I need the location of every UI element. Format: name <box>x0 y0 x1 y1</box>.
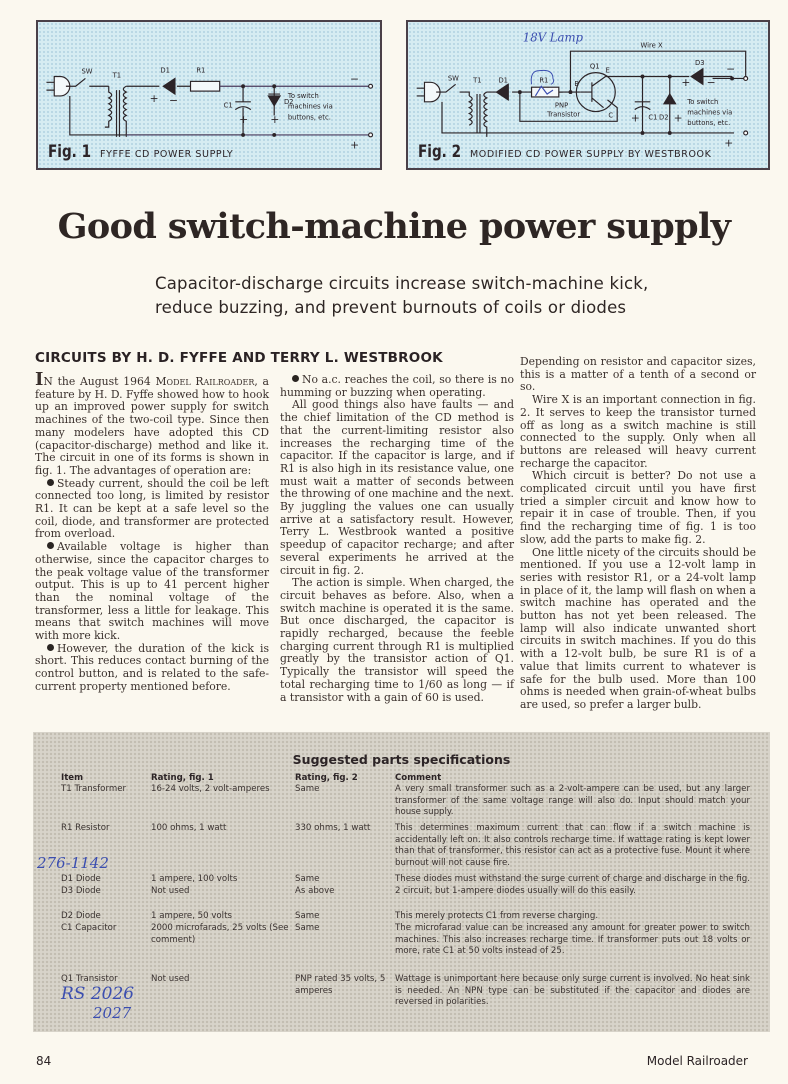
cell-fig2: Same <box>295 911 320 921</box>
label-base: B <box>574 80 580 89</box>
figure-caption <box>418 142 711 162</box>
figure-1-fyffe-cd-power-supply <box>36 20 382 170</box>
label-collector: C <box>608 111 614 120</box>
cell-comment: A very small transformer such as a 2-volt-ampere can be used, but any larger transformer of the same voltage range will also do. Input should match your house supply. <box>395 784 750 818</box>
paragraph: Depending on resistor and capacitor sizes, this is a matter of a tenth of a second or so. <box>520 355 756 394</box>
cell-item: C1 Capacitor <box>61 923 117 933</box>
paragraph: All good things also have faults — and the chief limitation of the CD method is that the current-limiting resistor also increases the recharging time of the capacitor. If the capacitor is large, and if R1 is also high in its resistance value, one must wait a matter of seconds between the throwing of one machine and the next. By juggling the values one can usually arrive at a satisfactory result. However, Terry L. Westbrook wanted a positive speedup of capacitor recharge; and after several experiments he arrived at the circuit in fig. 2. <box>280 398 514 577</box>
cell-item: T1 Transformer <box>61 784 127 794</box>
label-t1: T1 <box>473 76 482 85</box>
deck-subtitle: Capacitor-discharge circuits increase switch-machine kick, reduce buzzing, and prevent burnouts of coils or diodes <box>155 274 649 317</box>
cell-fig1: Not used <box>151 974 190 984</box>
cell-fig1: 1 ampere, 100 volts Not used <box>151 874 238 896</box>
cell-fig2: Same As above <box>295 874 335 896</box>
bullet-paragraph <box>35 541 269 643</box>
label-c1: C1 <box>223 101 233 110</box>
text: No a.c. reaches the coil, so there is no humming or buzzing when operating. <box>280 373 514 399</box>
handwritten-note: 276-1142 <box>37 854 109 872</box>
label-d1: D1 <box>498 76 509 85</box>
cell-fig1: 16-24 volts, 2 volt-amperes <box>151 784 270 794</box>
bullet-icon <box>47 479 54 486</box>
cell-comment: This merely protects C1 from reverse charging. <box>395 911 599 921</box>
parts-specifications-table <box>33 732 770 1032</box>
cell-fig2: Same <box>295 784 320 794</box>
bullet-paragraph <box>35 643 269 694</box>
figure-title: FYFFE CD POWER SUPPLY <box>100 149 234 160</box>
headline: Good switch-machine power supply <box>57 206 731 247</box>
header-comment: Comment <box>395 773 442 783</box>
drop-cap: I <box>35 369 44 390</box>
header-rating-fig2: Rating, fig. 2 <box>295 773 358 783</box>
bullet-paragraph <box>280 374 514 399</box>
label-d3: D3 <box>695 58 705 67</box>
label-q1: Q1 <box>589 62 600 71</box>
label-r1: R1 <box>196 66 206 75</box>
svg-text:+: + <box>681 76 691 90</box>
svg-text:−: − <box>350 72 360 86</box>
figure-number: Fig. 2 <box>418 142 462 162</box>
page-number: 84 <box>36 1054 52 1068</box>
label-sw: SW <box>81 67 93 76</box>
svg-text:+: + <box>673 111 683 125</box>
byline: CIRCUITS BY H. D. FYFFE AND TERRY L. WESTBROOK <box>35 350 443 366</box>
text: However, the duration of the kick is short. This reduces contact burning of the control button, and is related to the safe-current property mentioned before. <box>35 641 269 693</box>
header-item: Item <box>61 773 84 783</box>
svg-text:−: − <box>706 76 716 90</box>
article-column-1 <box>35 369 269 694</box>
svg-text:+: + <box>350 138 360 152</box>
bullet-icon <box>47 644 54 651</box>
article-column-3 <box>520 356 756 712</box>
text: N the August 1964 <box>43 375 156 388</box>
cell-fig2: Same <box>295 923 320 933</box>
cell-comment: Wattage is unimportant here because only surge current is involved. No heat sink is needed. An NPN type can be substituted if the capacitor and diodes are reversed in polarities. <box>395 974 750 1008</box>
label-t1: T1 <box>112 71 122 80</box>
paragraph <box>35 369 269 478</box>
cell-item: D2 Diode <box>61 911 101 921</box>
figure-caption <box>48 142 233 162</box>
label-c1: C1 <box>648 113 658 122</box>
label-emitter: E <box>605 66 610 75</box>
label-transistor: Transistor <box>547 110 581 119</box>
svg-text:−: − <box>726 62 736 76</box>
svg-text:+: + <box>239 113 249 127</box>
output-label-2: machines via <box>687 108 733 117</box>
magazine-name: Model Railroader <box>646 1054 748 1068</box>
text: Steady current, should the coil be left connected too long, is limited by resistor R1. It can be kept at a safe level so the coil, diode, and transformer are protected from overload. <box>35 476 269 541</box>
label-d1: D1 <box>160 66 170 75</box>
cell-fig1: 2000 microfarads, 25 volts (See comment) <box>151 923 289 945</box>
cell-fig2: PNP rated 35 volts, 5 amperes <box>295 974 386 996</box>
bullet-icon <box>47 542 54 549</box>
cell-comment: This determines maximum current that can flow if a switch machine is accidentally left on. It also controls recharge time. If wattage rating is kept lower than that of transformer, this resistor can act as a protective fuse. Mount it where burnout will not cause fire. <box>395 823 750 868</box>
figure-2-modified-cd-power-supply <box>406 20 770 170</box>
label-sw: SW <box>447 74 459 83</box>
svg-text:+: + <box>149 91 159 105</box>
cell-item: Q1 Transistor <box>61 974 118 984</box>
text: , a feature by H. D. Fyffe showed how to hook up an improved power supply for switch machines of the two-coil type. Since then many modelers have adopted this CD (capacitor-discharge) method and like it. The circuit in one of its forms is shown in fig. 1. The advantages of operation are: <box>35 375 269 477</box>
handwritten-18v-lamp: 18V Lamp <box>522 30 584 45</box>
output-label-3: buttons, etc. <box>287 113 331 122</box>
cell-item: R1 Resistor <box>61 823 110 833</box>
paragraph: Wire X is an important connection in fig. 2. It serves to keep the transistor turned off as long as a switch machine is still connected to the supply. Only when all buttons are released will heavy current recharge the capacitor. <box>520 393 756 470</box>
handwritten-note: 2027 <box>93 1004 132 1022</box>
output-label-2: machines via <box>287 102 333 111</box>
table-title: Suggested parts specifications <box>292 752 511 767</box>
label-d2: D2 <box>659 113 669 122</box>
cell-comment: The microfarad value can be increased any amount for greater power to switch machines. This also increases recharge time. If transformer puts out 18 volts or more, rate C1 at 50 volts instead of 25. <box>395 923 750 957</box>
article-column-2 <box>280 374 514 704</box>
text: Available voltage is higher than otherwise, since the capacitor charges to the peak voltage value of the transformer output. This is up to 41 percent higher than the nominal voltage of the transformer, less a little for leakage. This means that switch machines will move with more kick. <box>35 540 269 643</box>
label-r1: R1 <box>539 76 549 85</box>
cell-fig2: 330 ohms, 1 watt <box>295 823 371 833</box>
figure-number: Fig. 1 <box>48 142 92 162</box>
cell-item: D1 Diode D3 Diode <box>61 874 101 896</box>
label-pnp: PNP <box>554 101 569 110</box>
paragraph: Which circuit is better? Do not use a complicated circuit until you have first tried a simpler circuit and know how to repair it in case of trouble. Then, if you find the recharging time of fig. 1 is too slow, add the parts to make fig. 2. <box>520 469 756 546</box>
svg-text:−: − <box>169 93 179 107</box>
svg-text:+: + <box>724 136 734 150</box>
label-d2: D2 <box>283 97 294 106</box>
output-label-3: buttons, etc. <box>687 119 731 128</box>
output-label-1: To switch <box>687 97 719 106</box>
bullet-icon <box>292 375 299 382</box>
label-wire-x: Wire X <box>640 41 663 50</box>
svg-text:+: + <box>270 113 280 127</box>
paragraph: One little nicety of the circuits should be mentioned. If you use a 12-volt lamp in series with resistor R1, or a 24-volt lamp in place of it, the lamp will flash on when a switch machine has operated and the button has not yet been released. The lamp will also indicate unwanted short circuits in switch machines. If you do this with a 12-volt bulb, be sure R1 is of a value that limits current to whatever is safe for the bulb used. More than 100 ohms is needed when grain-of-wheat bulbs are used, so prefer a larger bulb. <box>520 545 756 711</box>
handwritten-note: RS 2026 <box>61 984 135 1004</box>
svg-text:+: + <box>630 111 640 125</box>
cell-fig1: 1 ampere, 50 volts <box>151 911 232 921</box>
cell-comment: These diodes must withstand the surge current of charge and discharge in the fig. 2 circuit, but 1-ampere diodes usually will do this easily. <box>395 874 750 896</box>
magazine-reference: Model Railroader <box>155 375 255 388</box>
paragraph: The action is simple. When charged, the circuit behaves as before. Also, when a switch machine is operated it is the same. But once discharged, the capacitor is rapidly recharged, because the feeble charging current through R1 is multiplied greatly by the transistor action of Q1. Typically the transistor will speed the total recharging time to 1/60 as long — if a transistor with a gain of 60 is used. <box>280 576 514 704</box>
bullet-paragraph <box>35 478 269 542</box>
figure-title: MODIFIED CD POWER SUPPLY BY WESTBROOK <box>470 149 712 160</box>
output-label-1: To switch <box>287 91 319 100</box>
header-rating-fig1: Rating, fig. 1 <box>151 773 214 783</box>
cell-fig1: 100 ohms, 1 watt <box>151 823 227 833</box>
